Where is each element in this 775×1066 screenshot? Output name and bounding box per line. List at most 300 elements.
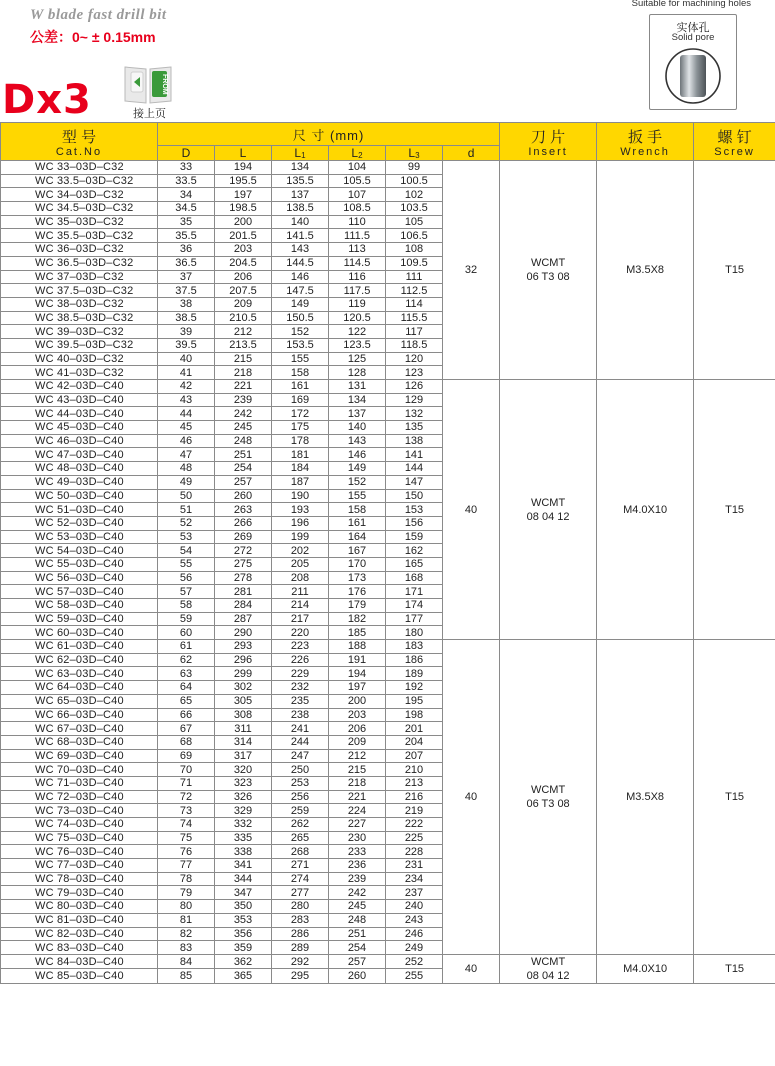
L-cell: 242 xyxy=(215,407,272,421)
D-cell: 46 xyxy=(158,434,215,448)
cat-no-cell: WC 51–03D–C40 xyxy=(1,503,158,517)
L2-cell: 123.5 xyxy=(329,338,386,352)
L2-cell: 122 xyxy=(329,325,386,339)
D-cell: 83 xyxy=(158,941,215,955)
D-cell: 71 xyxy=(158,776,215,790)
screw-cell: T15 xyxy=(694,161,775,380)
L-cell: 323 xyxy=(215,776,272,790)
cat-no-cell: WC 49–03D–C40 xyxy=(1,475,158,489)
suitable-label: Suitable for machining holes xyxy=(631,0,751,9)
table-row xyxy=(1,954,775,969)
D-cell: 39 xyxy=(158,325,215,339)
L-cell: 251 xyxy=(215,448,272,462)
cat-no-cell: WC 65–03D–C40 xyxy=(1,694,158,708)
L-cell: 275 xyxy=(215,557,272,571)
L1-cell: 259 xyxy=(272,804,329,818)
insert-size: 06 T3 08 xyxy=(526,271,570,283)
L1-cell: 172 xyxy=(272,407,329,421)
wrench-header: 扳 手 Wrench xyxy=(597,123,694,161)
D-cell: 51 xyxy=(158,503,215,517)
cat-no-cell: WC 59–03D–C40 xyxy=(1,612,158,626)
D-cell: 34.5 xyxy=(158,202,215,216)
cat-no-cell: WC 79–03D–C40 xyxy=(1,886,158,900)
L3-cell: 180 xyxy=(386,626,443,640)
L1-cell: 217 xyxy=(272,612,329,626)
L2-cell: 146 xyxy=(329,448,386,462)
L3-cell: 198 xyxy=(386,708,443,722)
L1-cell: 226 xyxy=(272,653,329,667)
L1-cell: 147.5 xyxy=(272,284,329,298)
L3-cell: 213 xyxy=(386,776,443,790)
cat-no-cell: WC 50–03D–C40 xyxy=(1,489,158,503)
L3-cell: 108 xyxy=(386,243,443,257)
cat-no-cell: WC 34.5–03D–C32 xyxy=(1,202,158,216)
L1-cell: 265 xyxy=(272,831,329,845)
L2-cell: 257 xyxy=(329,954,386,969)
cat-no-cell: WC 81–03D–C40 xyxy=(1,913,158,927)
table-row xyxy=(1,161,775,175)
L2-cell: 107 xyxy=(329,188,386,202)
L3-cell: 165 xyxy=(386,557,443,571)
screw-cell: T15 xyxy=(694,954,775,983)
L2-cell: 233 xyxy=(329,845,386,859)
insert-size: 06 T3 08 xyxy=(526,797,570,810)
L1-cell: 140 xyxy=(272,215,329,229)
hole-type-cn: 实体孔 xyxy=(676,22,710,34)
L-cell: 195.5 xyxy=(215,174,272,188)
D-cell: 50 xyxy=(158,489,215,503)
L2-cell: 116 xyxy=(329,270,386,284)
L3-cell: 219 xyxy=(386,804,443,818)
cat-no-cell: WC 40–03D–C32 xyxy=(1,352,158,366)
L3-cell: 120 xyxy=(386,352,443,366)
D-cell: 47 xyxy=(158,448,215,462)
table-header xyxy=(1,123,775,161)
cat-no-cell: WC 63–03D–C40 xyxy=(1,667,158,681)
L-cell: 341 xyxy=(215,859,272,873)
L3-cell: 112.5 xyxy=(386,284,443,298)
d-cell: 32 xyxy=(443,161,500,380)
L-cell: 212 xyxy=(215,325,272,339)
L3-cell: 183 xyxy=(386,640,443,654)
cat-no-cell: WC 52–03D–C40 xyxy=(1,516,158,530)
L3-cell: 216 xyxy=(386,790,443,804)
L1-cell: 247 xyxy=(272,749,329,763)
cat-no-cell: WC 75–03D–C40 xyxy=(1,831,158,845)
L1-cell: 199 xyxy=(272,530,329,544)
L-cell: 198.5 xyxy=(215,202,272,216)
insert-grade: WCMT xyxy=(530,783,566,796)
L3-cell: 162 xyxy=(386,544,443,558)
L1-cell: 262 xyxy=(272,818,329,832)
D-cell: 33 xyxy=(158,161,215,175)
L-cell: 204.5 xyxy=(215,256,272,270)
L3-cell: 150 xyxy=(386,489,443,503)
wrench-cell: M4.0X10 xyxy=(597,954,694,983)
L2-cell: 111.5 xyxy=(329,229,386,243)
cat-no-cell: WC 39–03D–C32 xyxy=(1,325,158,339)
d-cell: 40 xyxy=(443,380,500,640)
L1-cell: 238 xyxy=(272,708,329,722)
L3-cell: 159 xyxy=(386,530,443,544)
D-cell: 40 xyxy=(158,352,215,366)
L1-cell: 268 xyxy=(272,845,329,859)
cat-no-cell: WC 42–03D–C40 xyxy=(1,380,158,394)
L-cell: 296 xyxy=(215,653,272,667)
L3-cell: 135 xyxy=(386,421,443,435)
L2-cell: 105.5 xyxy=(329,174,386,188)
L1-cell: 277 xyxy=(272,886,329,900)
L3-cell: 118.5 xyxy=(386,338,443,352)
L3-cell: 109.5 xyxy=(386,256,443,270)
L1-cell: 253 xyxy=(272,776,329,790)
L2-cell: 260 xyxy=(329,969,386,984)
L1-cell: 169 xyxy=(272,393,329,407)
cat-no-cell: WC 57–03D–C40 xyxy=(1,585,158,599)
D-cell: 76 xyxy=(158,845,215,859)
D-cell: 77 xyxy=(158,859,215,873)
L-cell: 260 xyxy=(215,489,272,503)
L3-cell: 222 xyxy=(386,818,443,832)
col-D: D xyxy=(158,146,215,161)
L3-cell: 255 xyxy=(386,969,443,984)
D-cell: 85 xyxy=(158,969,215,984)
cat-no-cell: WC 83–03D–C40 xyxy=(1,941,158,955)
cat-no-cell: WC 61–03D–C40 xyxy=(1,640,158,654)
L2-cell: 137 xyxy=(329,407,386,421)
L1-cell: 295 xyxy=(272,969,329,984)
D-cell: 34 xyxy=(158,188,215,202)
L3-cell: 177 xyxy=(386,612,443,626)
L-cell: 338 xyxy=(215,845,272,859)
L1-cell: 175 xyxy=(272,421,329,435)
D-cell: 42 xyxy=(158,380,215,394)
L-cell: 194 xyxy=(215,161,272,175)
L-cell: 308 xyxy=(215,708,272,722)
cat-no-cell: WC 78–03D–C40 xyxy=(1,872,158,886)
d-cell: 40 xyxy=(443,640,500,955)
L2-cell: 218 xyxy=(329,776,386,790)
L1-cell: 223 xyxy=(272,640,329,654)
L3-cell: 156 xyxy=(386,516,443,530)
D-cell: 65 xyxy=(158,694,215,708)
L1-cell: 134 xyxy=(272,161,329,175)
L-cell: 326 xyxy=(215,790,272,804)
D-cell: 81 xyxy=(158,913,215,927)
D-cell: 68 xyxy=(158,735,215,749)
L2-cell: 203 xyxy=(329,708,386,722)
L1-cell: 205 xyxy=(272,557,329,571)
L2-cell: 161 xyxy=(329,516,386,530)
L-cell: 209 xyxy=(215,297,272,311)
L2-cell: 206 xyxy=(329,722,386,736)
L-cell: 245 xyxy=(215,421,272,435)
L-cell: 329 xyxy=(215,804,272,818)
insert-header: 刀 片 Insert xyxy=(500,123,597,161)
L1-cell: 256 xyxy=(272,790,329,804)
cat-no-cell: WC 35–03D–C32 xyxy=(1,215,158,229)
cat-no-cell: WC 35.5–03D–C32 xyxy=(1,229,158,243)
L3-cell: 207 xyxy=(386,749,443,763)
L-cell: 207.5 xyxy=(215,284,272,298)
L1-cell: 196 xyxy=(272,516,329,530)
D-cell: 58 xyxy=(158,599,215,613)
D-cell: 72 xyxy=(158,790,215,804)
L3-cell: 138 xyxy=(386,434,443,448)
L-cell: 356 xyxy=(215,927,272,941)
L-cell: 344 xyxy=(215,872,272,886)
L-cell: 266 xyxy=(215,516,272,530)
L1-cell: 187 xyxy=(272,475,329,489)
L-cell: 200 xyxy=(215,215,272,229)
L-cell: 197 xyxy=(215,188,272,202)
L2-cell: 212 xyxy=(329,749,386,763)
L1-cell: 146 xyxy=(272,270,329,284)
L2-cell: 155 xyxy=(329,489,386,503)
screw-cell: T15 xyxy=(694,640,775,955)
L2-cell: 152 xyxy=(329,475,386,489)
D-cell: 55 xyxy=(158,557,215,571)
L1-cell: 292 xyxy=(272,954,329,969)
D-cell: 49 xyxy=(158,475,215,489)
L3-cell: 240 xyxy=(386,900,443,914)
L-cell: 287 xyxy=(215,612,272,626)
L2-cell: 158 xyxy=(329,503,386,517)
L2-cell: 173 xyxy=(329,571,386,585)
D-cell: 37.5 xyxy=(158,284,215,298)
L1-cell: 202 xyxy=(272,544,329,558)
L-cell: 335 xyxy=(215,831,272,845)
L2-cell: 140 xyxy=(329,421,386,435)
L2-cell: 182 xyxy=(329,612,386,626)
col-L1: L1 xyxy=(272,146,329,161)
L2-cell: 230 xyxy=(329,831,386,845)
L3-cell: 141 xyxy=(386,448,443,462)
L2-cell: 176 xyxy=(329,585,386,599)
D-cell: 43 xyxy=(158,393,215,407)
L-cell: 359 xyxy=(215,941,272,955)
L2-cell: 104 xyxy=(329,161,386,175)
D-cell: 37 xyxy=(158,270,215,284)
L3-cell: 225 xyxy=(386,831,443,845)
L2-cell: 245 xyxy=(329,900,386,914)
D-cell: 33.5 xyxy=(158,174,215,188)
L3-cell: 123 xyxy=(386,366,443,380)
D-cell: 35.5 xyxy=(158,229,215,243)
L3-cell: 210 xyxy=(386,763,443,777)
cat-no-cell: WC 84–03D–C40 xyxy=(1,954,158,969)
product-subtitle: W blade fast drill bit xyxy=(30,7,167,23)
cat-no-cell: WC 45–03D–C40 xyxy=(1,421,158,435)
L3-cell: 234 xyxy=(386,872,443,886)
D-cell: 52 xyxy=(158,516,215,530)
cat-no-cell: WC 48–03D–C40 xyxy=(1,462,158,476)
L2-cell: 120.5 xyxy=(329,311,386,325)
D-cell: 70 xyxy=(158,763,215,777)
L-cell: 311 xyxy=(215,722,272,736)
L3-cell: 100.5 xyxy=(386,174,443,188)
D-cell: 39.5 xyxy=(158,338,215,352)
cat-no-cell: WC 44–03D–C40 xyxy=(1,407,158,421)
D-cell: 53 xyxy=(158,530,215,544)
L1-cell: 241 xyxy=(272,722,329,736)
L3-cell: 171 xyxy=(386,585,443,599)
L1-cell: 289 xyxy=(272,941,329,955)
L1-cell: 149 xyxy=(272,297,329,311)
L3-cell: 99 xyxy=(386,161,443,175)
D-cell: 80 xyxy=(158,900,215,914)
D-cell: 69 xyxy=(158,749,215,763)
L3-cell: 126 xyxy=(386,380,443,394)
L-cell: 281 xyxy=(215,585,272,599)
col-L: L xyxy=(215,146,272,161)
L-cell: 290 xyxy=(215,626,272,640)
L3-cell: 231 xyxy=(386,859,443,873)
L1-cell: 229 xyxy=(272,667,329,681)
L-cell: 332 xyxy=(215,818,272,832)
L3-cell: 189 xyxy=(386,667,443,681)
D-cell: 35 xyxy=(158,215,215,229)
L-cell: 350 xyxy=(215,900,272,914)
L-cell: 305 xyxy=(215,694,272,708)
insert-size: 08 04 12 xyxy=(526,510,570,523)
table-body xyxy=(1,161,775,984)
cat-no-cell: WC 41–03D–C32 xyxy=(1,366,158,380)
L1-cell: 144.5 xyxy=(272,256,329,270)
insert-size: 08 04 12 xyxy=(526,969,570,982)
D-cell: 63 xyxy=(158,667,215,681)
L2-cell: 149 xyxy=(329,462,386,476)
L-cell: 320 xyxy=(215,763,272,777)
L2-cell: 164 xyxy=(329,530,386,544)
D-cell: 66 xyxy=(158,708,215,722)
L2-cell: 191 xyxy=(329,653,386,667)
L-cell: 317 xyxy=(215,749,272,763)
L-cell: 353 xyxy=(215,913,272,927)
L2-cell: 236 xyxy=(329,859,386,873)
D-cell: 60 xyxy=(158,626,215,640)
cat-no-cell: WC 34–03D–C32 xyxy=(1,188,158,202)
L1-cell: 137 xyxy=(272,188,329,202)
cat-no-cell: WC 47–03D–C40 xyxy=(1,448,158,462)
insert-grade: WCMT xyxy=(530,257,566,269)
cat-no-cell: WC 67–03D–C40 xyxy=(1,722,158,736)
L3-cell: 237 xyxy=(386,886,443,900)
col-L3: L3 xyxy=(386,146,443,161)
L2-cell: 221 xyxy=(329,790,386,804)
cat-no-cell: WC 73–03D–C40 xyxy=(1,804,158,818)
L1-cell: 220 xyxy=(272,626,329,640)
L2-cell: 200 xyxy=(329,694,386,708)
cat-no-cell: WC 82–03D–C40 xyxy=(1,927,158,941)
cat-no-cell: WC 55–03D–C40 xyxy=(1,557,158,571)
D-cell: 36.5 xyxy=(158,256,215,270)
cat-no-cell: WC 36–03D–C32 xyxy=(1,243,158,257)
L1-cell: 280 xyxy=(272,900,329,914)
L1-cell: 184 xyxy=(272,462,329,476)
L1-cell: 158 xyxy=(272,366,329,380)
dimension-header: 尺 寸 (mm) xyxy=(158,123,500,146)
D-cell: 74 xyxy=(158,818,215,832)
cat-no-cell: WC 72–03D–C40 xyxy=(1,790,158,804)
L1-cell: 193 xyxy=(272,503,329,517)
D-cell: 84 xyxy=(158,954,215,969)
L3-cell: 115.5 xyxy=(386,311,443,325)
L-cell: 213.5 xyxy=(215,338,272,352)
L1-cell: 161 xyxy=(272,380,329,394)
L2-cell: 167 xyxy=(329,544,386,558)
L-cell: 272 xyxy=(215,544,272,558)
L3-cell: 243 xyxy=(386,913,443,927)
L1-cell: 235 xyxy=(272,694,329,708)
L1-cell: 138.5 xyxy=(272,202,329,216)
L2-cell: 125 xyxy=(329,352,386,366)
cat-no-cell: WC 58–03D–C40 xyxy=(1,599,158,613)
L1-cell: 232 xyxy=(272,681,329,695)
insert-grade: WCMT xyxy=(530,496,566,509)
insert-cell xyxy=(500,161,597,380)
L-cell: 362 xyxy=(215,954,272,969)
L1-cell: 178 xyxy=(272,434,329,448)
L3-cell: 201 xyxy=(386,722,443,736)
L2-cell: 239 xyxy=(329,872,386,886)
cat-no-cell: WC 85–03D–C40 xyxy=(1,969,158,984)
D-cell: 59 xyxy=(158,612,215,626)
D-cell: 45 xyxy=(158,421,215,435)
cat-no-cell: WC 71–03D–C40 xyxy=(1,776,158,790)
L2-cell: 134 xyxy=(329,393,386,407)
cat-no-header: 型 号 Cat.No xyxy=(1,123,158,161)
cat-no-cell: WC 39.5–03D–C32 xyxy=(1,338,158,352)
cat-no-cell: WC 70–03D–C40 xyxy=(1,763,158,777)
page-header xyxy=(0,0,775,123)
L3-cell: 174 xyxy=(386,599,443,613)
cat-no-cell: WC 38.5–03D–C32 xyxy=(1,311,158,325)
L2-cell: 197 xyxy=(329,681,386,695)
L2-cell: 242 xyxy=(329,886,386,900)
L1-cell: 150.5 xyxy=(272,311,329,325)
cat-no-cell: WC 43–03D–C40 xyxy=(1,393,158,407)
L1-cell: 211 xyxy=(272,585,329,599)
L2-cell: 131 xyxy=(329,380,386,394)
spec-table xyxy=(0,122,775,984)
L2-cell: 128 xyxy=(329,366,386,380)
L3-cell: 192 xyxy=(386,681,443,695)
L1-cell: 152 xyxy=(272,325,329,339)
L3-cell: 144 xyxy=(386,462,443,476)
L2-cell: 254 xyxy=(329,941,386,955)
D-cell: 82 xyxy=(158,927,215,941)
L1-cell: 214 xyxy=(272,599,329,613)
D-cell: 48 xyxy=(158,462,215,476)
D-cell: 62 xyxy=(158,653,215,667)
cat-no-cell: WC 53–03D–C40 xyxy=(1,530,158,544)
L3-cell: 186 xyxy=(386,653,443,667)
L1-cell: 181 xyxy=(272,448,329,462)
L2-cell: 143 xyxy=(329,434,386,448)
L2-cell: 188 xyxy=(329,640,386,654)
D-cell: 64 xyxy=(158,681,215,695)
series-title: Dx3 xyxy=(2,77,92,123)
d-cell: 40 xyxy=(443,954,500,983)
cat-no-cell: WC 62–03D–C40 xyxy=(1,653,158,667)
L1-cell: 283 xyxy=(272,913,329,927)
L-cell: 210.5 xyxy=(215,311,272,325)
L-cell: 218 xyxy=(215,366,272,380)
tolerance-text: 公差：0~ ± 0.15mm xyxy=(30,29,156,45)
previous-page-label: 接上页 xyxy=(133,108,166,120)
L1-cell: 250 xyxy=(272,763,329,777)
